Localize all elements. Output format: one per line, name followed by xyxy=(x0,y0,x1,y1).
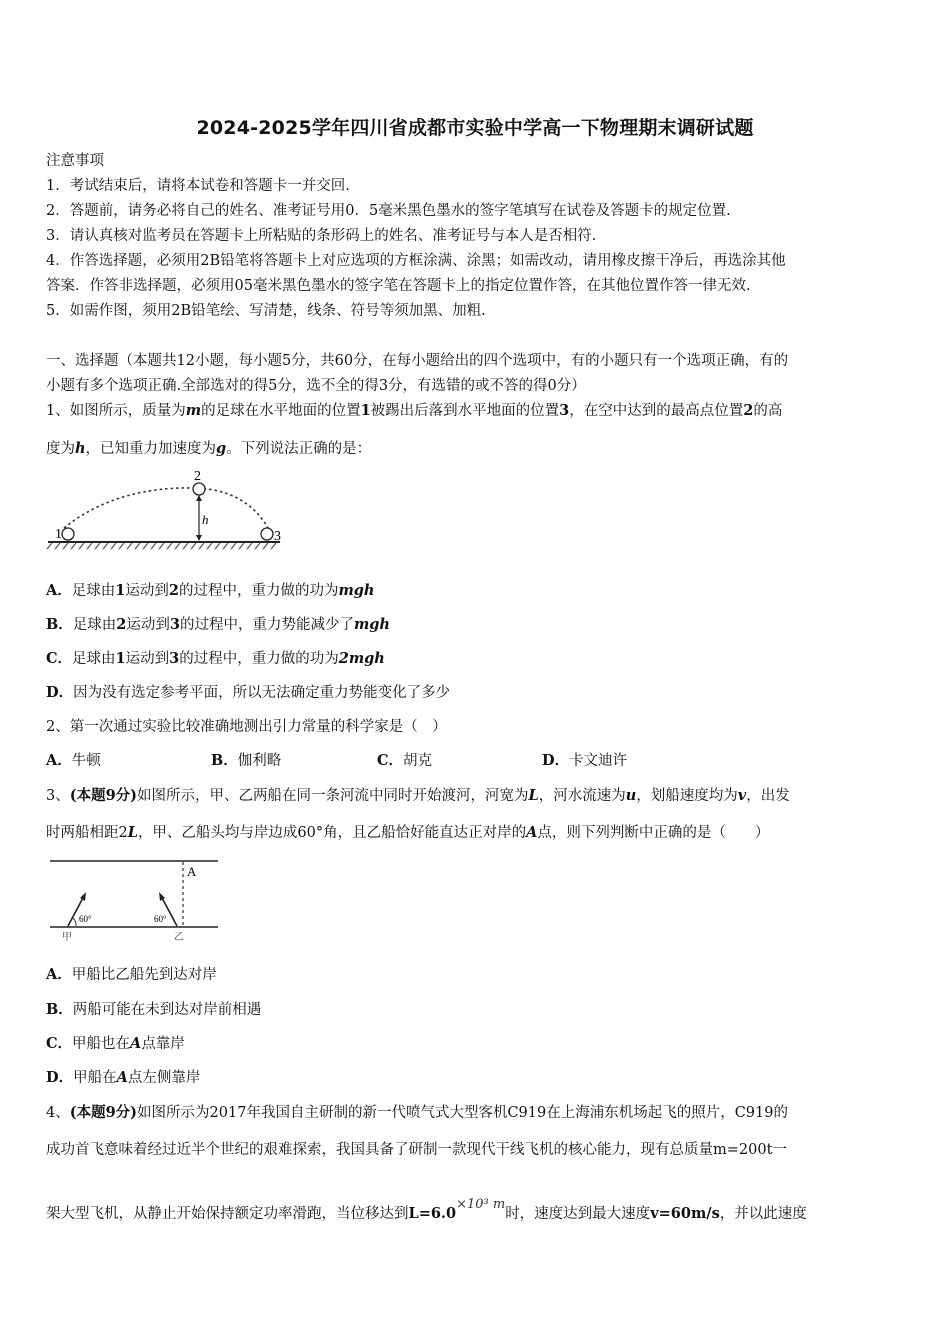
notice-item: 2．答题前，请务必将自己的姓名、准考证号用0．5毫米黑色墨水的签字笔填写在试卷及答题卡的规定位置. xyxy=(46,203,731,219)
q1-option-d[interactable]: D．因为没有选定参考平面，所以无法确定重力势能变化了多少 xyxy=(46,684,451,701)
notice-item: 5．如需作图，须用2B铅笔绘、写清楚，线条、符号等须加黑、加粗. xyxy=(46,303,486,319)
q4-stem-line1: 4、(本题9分)如图所示为2017年我国自主研制的新一代喷气式大型客机C919在上海浦东机场起飞的照片，C919的 xyxy=(46,1104,788,1121)
scientific-notation: ×10³ m xyxy=(456,1197,506,1212)
ball-position-2 xyxy=(193,483,205,495)
q3-figure xyxy=(46,852,226,942)
q2-option-d[interactable]: D．卡文迪许 xyxy=(542,752,628,769)
notice-item: 3．请认真核对监考员在答题卡上所粘贴的条形码上的姓名、准考证号与本人是否相符. xyxy=(46,228,597,244)
q1-stem-line2: 度为h，已知重力加速度为g。下列说法正确的是： xyxy=(46,440,372,457)
label-1: 1 xyxy=(55,527,62,542)
label-2: 2 xyxy=(194,469,201,484)
boat-jia-label: 甲 xyxy=(62,932,72,942)
angle-jia: 60° xyxy=(79,914,92,924)
q4-stem-line3: 架大型飞机，从静止开始保持额定功率滑跑，当位移达到L=6.0×10³ m时，速度达到最大速度v=60m/s，并以此速度 xyxy=(46,1197,807,1222)
q3-stem-line2: 时两船相距2L，甲、乙船头均与岸边成60°角，且乙船恰好能直达正对岸的A点，则下列判断中正确的是（ ） xyxy=(46,824,770,841)
q1-figure xyxy=(46,468,286,554)
notice-item: 答案．作答非选择题，必须用05毫米黑色墨水的签字笔在答题卡上的指定位置作答，在其他位置作答一律无效. xyxy=(46,278,751,294)
q2-option-b[interactable]: B．伽利略 xyxy=(211,752,282,769)
q1-option-b[interactable]: B．足球由2运动到3的过程中，重力势能减少了mgh xyxy=(46,616,390,633)
q1-option-c[interactable]: C．足球由1运动到3的过程中，重力做的功为2mgh xyxy=(46,650,385,667)
section-heading: 一、选择题（本题共12小题，每小题5分，共60分，在每小题给出的四个选项中，有的小题只有一个选项正确，有的 xyxy=(46,353,789,369)
q4-stem-line2: 成功首飞意味着经过近半个世纪的艰难探索，我国具备了研制一款现代干线飞机的核心能力，现有总质量m=200t一 xyxy=(46,1142,787,1158)
notice-item: 1．考试结束后，请将本试卷和答题卡一并交回. xyxy=(46,178,350,194)
ball-trajectory xyxy=(64,488,268,528)
q2-option-c[interactable]: C．胡克 xyxy=(377,752,433,769)
q3-stem-line1: 3、(本题9分)如图所示，甲、乙两船在同一条河流中同时开始渡河，河宽为L，河水流速为u，划船速度均为v，出发 xyxy=(46,787,790,804)
q3-option-c[interactable]: C．甲船也在A点靠岸 xyxy=(46,1035,185,1052)
q1-stem-line1: 1、如图所示，质量为m的足球在水平地面的位置1被踢出后落到水平地面的位置3，在空中达到的最高点位置2的高 xyxy=(46,402,783,419)
q2-stem: 2、第一次通过实验比较准确地测出引力常量的科学家是（ ） xyxy=(46,719,447,735)
notice-heading: 注意事项 xyxy=(46,153,104,169)
boat-yi-label: 乙 xyxy=(174,932,184,942)
notice-item: 4．作答选择题，必须用2B铅笔将答题卡上对应选项的方框涂满、涂黑；如需改动，请用橡皮擦干净后，再选涂其他 xyxy=(46,253,786,269)
ball-position-1 xyxy=(62,528,74,540)
page-title: 2024-2025学年四川省成都市实验中学高一下物理期末调研试题 xyxy=(196,117,754,139)
q3-option-a[interactable]: A．甲船比乙船先到达对岸 xyxy=(46,966,217,983)
label-3: 3 xyxy=(274,529,281,544)
section-heading-cont: 小题有多个选项正确.全部选对的得5分，选不全的得3分，有选错的或不答的得0分） xyxy=(46,378,586,394)
ground-hatch xyxy=(47,543,276,549)
q3-option-b[interactable]: B．两船可能在未到达对岸前相遇 xyxy=(46,1001,262,1018)
label-a: A xyxy=(187,864,197,879)
q1-option-a[interactable]: A．足球由1运动到2的过程中，重力做的功为mgh xyxy=(46,582,375,599)
q2-option-a[interactable]: A．牛顿 xyxy=(46,752,101,769)
angle-yi: 60° xyxy=(154,914,167,924)
ball-position-3 xyxy=(261,528,273,540)
q3-option-d[interactable]: D．甲船在A点左侧靠岸 xyxy=(46,1069,201,1086)
label-h: h xyxy=(202,512,209,527)
